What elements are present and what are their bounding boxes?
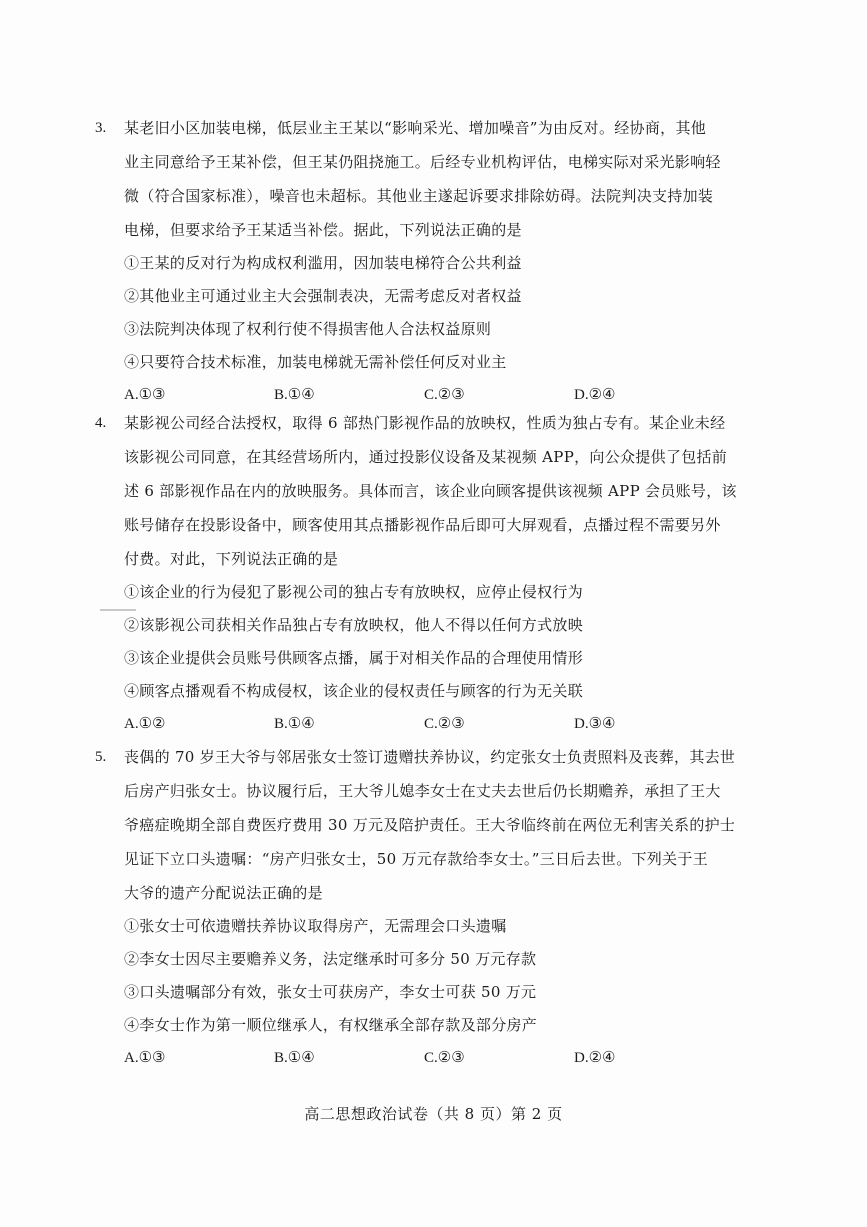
question-4	[95, 406, 745, 741]
answer-choices	[124, 1042, 745, 1075]
option-1: ①王某的反对行为构成权利滥用，因加装电梯符合公共利益	[124, 254, 522, 272]
question-stem	[124, 111, 745, 247]
choice-d: D.②④	[574, 387, 616, 403]
stem-line: 账号储存在投影设备中，顾客使用其点播影视作品后即可大屏观看，点播过程不需要另外	[124, 516, 721, 534]
stem-line: 某影视公司经合法授权，取得 6 部热门影视作品的放映权，性质为独占专有。某企业未经	[124, 414, 726, 432]
stem-line: 业主同意给予王某补偿，但王某仍阻挠施工。后经专业机构评估，电梯实际对采光影响轻	[124, 153, 721, 171]
option-4: ④只要符合技术标准，加装电梯就无需补偿任何反对业主	[124, 353, 507, 371]
choice-d: D.③④	[574, 716, 616, 732]
choice-a: A.①③	[124, 387, 166, 403]
choice-c: C.②③	[424, 716, 465, 732]
stem-line: 后房产归张女士。协议履行后，王大爷儿媳李女士在丈夫去世后仍长期赡养，承担了王大	[124, 782, 721, 800]
option-2: ②其他业主可通过业主大会强制表决，无需考虑反对者权益	[124, 287, 522, 305]
option-2: ②李女士因尽主要赡养义务，法定继承时可多分 50 万元存款	[124, 950, 537, 968]
stem-line: 某老旧小区加装电梯，低层业主王某以“影响采光、增加噪音”为由反对。经协商，其他	[124, 119, 707, 137]
question-number: 3.	[95, 120, 107, 136]
stem-line: 该影视公司同意，在其经营场所内，通过投影仪设备及某视频 APP，向公众提供了包括前	[124, 448, 728, 466]
choice-b: B.①④	[274, 716, 315, 732]
choice-b: B.①④	[274, 387, 315, 403]
question-number: 4.	[95, 415, 107, 431]
option-2: ②该影视公司获相关作品独占专有放映权，他人不得以任何方式放映	[124, 616, 584, 634]
option-3: ③该企业提供会员账号供顾客点播，属于对相关作品的合理使用情形	[124, 649, 584, 667]
option-3: ③法院判决体现了权利行使不得损害他人合法权益原则	[124, 320, 492, 338]
question-3	[95, 111, 745, 412]
stem-line: 大爷的遗产分配说法正确的是	[124, 884, 323, 902]
choice-a: A.①③	[124, 1050, 166, 1066]
question-stem	[124, 406, 745, 576]
answer-choices	[124, 708, 745, 741]
choice-c: C.②③	[424, 387, 465, 403]
question-5	[95, 740, 745, 1075]
question-number: 5.	[95, 749, 107, 765]
stem-line: 见证下立口头遗嘱：“房产归张女士，50 万元存款给李女士。”三日后去世。下列关于王	[124, 850, 708, 868]
option-3: ③口头遗嘱部分有效，张女士可获房产，李女士可获 50 万元	[124, 983, 537, 1001]
stem-line: 电梯，但要求给予王某适当补偿。据此，下列说法正确的是	[124, 221, 522, 239]
stem-line: 丧偶的 70 岁王大爷与邻居张女士签订遗赠扶养协议，约定张女士负责照料及丧葬，其去世	[124, 748, 736, 766]
question-stem	[124, 740, 745, 910]
choice-b: B.①④	[274, 1050, 315, 1066]
stem-line: 述 6 部影视作品在内的放映服务。具体而言，该企业向顾客提供该视频 APP 会员账号，该	[124, 482, 737, 500]
stem-line: 爷癌症晚期全部自费医疗费用 30 万元及陪护责任。王大爷临终前在两位无利害关系的护士	[124, 816, 736, 834]
option-1: ①该企业的行为侵犯了影视公司的独占专有放映权，应停止侵权行为	[124, 583, 584, 601]
page-footer: 高二思想政治试卷（共 8 页）第 2 页	[304, 1105, 563, 1123]
choice-c: C.②③	[424, 1050, 465, 1066]
stem-line: 微（符合国家标准），噪音也未超标。其他业主遂起诉要求排除妨碍。法院判决支持加装	[124, 187, 714, 205]
option-4: ④李女士作为第一顺位继承人，有权继承全部存款及部分房产	[124, 1016, 538, 1034]
stem-line: 付费。对此，下列说法正确的是	[124, 550, 339, 568]
option-1: ①张女士可依遗赠扶养协议取得房产，无需理会口头遗嘱	[124, 917, 507, 935]
choice-a: A.①②	[124, 716, 166, 732]
option-4: ④顾客点播观看不构成侵权，该企业的侵权责任与顾客的行为无关联	[124, 682, 584, 700]
choice-d: D.②④	[574, 1050, 616, 1066]
